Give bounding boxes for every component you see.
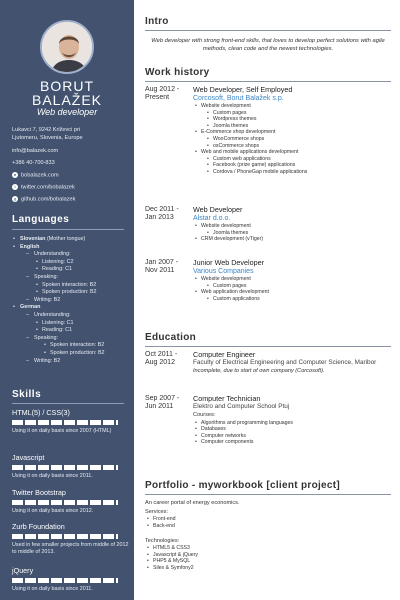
services-label: Services: — [145, 509, 169, 515]
language-item-text: Slovenian — [20, 236, 46, 242]
courses-list — [193, 420, 391, 446]
work-history-heading: Work history — [145, 67, 210, 78]
skill-item — [12, 408, 130, 435]
education-school: Elektro and Computer School Ptuj — [193, 403, 290, 410]
language-item-text: Reading: C1 — [42, 266, 72, 273]
sidebar — [0, 0, 134, 600]
intro-text: Web developer with strong front-end skills, that loves to develop perfect solutions with agile methods, clean code and the newest technologies. — [151, 38, 385, 52]
work-date: Aug 2012 - Present — [145, 86, 180, 101]
language-item — [12, 342, 132, 350]
skill-name: HTML(5) / CSS(3) — [12, 408, 70, 417]
address-line-1: Lukavci 7, 9242 Križevci pri — [12, 127, 81, 133]
services-list — [145, 516, 391, 529]
education-heading: Education — [145, 332, 197, 343]
main-content — [134, 0, 400, 600]
work-company-link[interactable]: Corcosoft, Borut Balažek s.p. — [193, 95, 284, 102]
technologies-label: Technologies: — [145, 538, 180, 545]
education-note: Incomplete, due to start of own company (Corcosoft). — [193, 367, 325, 374]
work-duty-item: • Custom pages — [193, 283, 391, 290]
language-item-text: Spoken production: B2 — [50, 349, 105, 356]
skills-divider — [12, 403, 124, 404]
language-item — [12, 335, 132, 343]
technology-item: • Silex & Symfony2 — [145, 565, 391, 572]
last-name: BALAŽEK — [31, 92, 103, 108]
work-duty-item: • Website development — [193, 276, 391, 283]
skill-item — [12, 453, 130, 480]
globe-icon: ● — [13, 172, 17, 177]
work-duty-item: • Website development — [193, 223, 391, 230]
education-date: Sep 2007 - Jun 2011 — [145, 395, 180, 410]
course-item: • Computer components — [193, 439, 391, 446]
skill-note: Using it on daily basis since 2011. — [12, 586, 93, 592]
education-details — [193, 395, 391, 446]
language-item-text: English — [20, 243, 40, 250]
github-icon: g — [13, 196, 17, 201]
skill-item — [12, 488, 130, 515]
language-item — [12, 358, 132, 366]
technologies-list — [145, 545, 391, 571]
work-duty-item: • WooCommerce shops — [193, 136, 391, 143]
twitter-icon: t — [12, 184, 18, 190]
profile-photo — [40, 20, 94, 74]
skills-heading: Skills — [12, 389, 42, 400]
work-details — [193, 206, 391, 243]
language-item — [12, 350, 132, 358]
website-text: bobalazek.com — [21, 172, 59, 179]
language-item — [12, 320, 132, 328]
language-item-text: Spoken production: B2 — [42, 289, 97, 296]
work-duty-item: • Website development — [193, 103, 391, 110]
skill-name: Twitter Bootstrap — [12, 488, 66, 497]
language-item-text: Speaking: — [34, 273, 58, 280]
service-item: • Front-end — [145, 516, 391, 523]
skill-level-bar — [12, 500, 118, 505]
education-school: Faculty of Electrical Engineering and Computer Science, Maribor — [193, 359, 377, 366]
language-item-text: Understanding: — [34, 311, 71, 318]
language-item — [12, 289, 132, 297]
technology-item: • PHP5 & MySQL — [145, 558, 391, 565]
education-details — [193, 351, 391, 375]
portfolio-description: An career portal of energy economics. — [145, 500, 240, 506]
work-title: Web Developer, Self Employed — [193, 85, 293, 94]
skill-name: Zurb Foundation — [12, 522, 65, 531]
skill-name: Javascript — [12, 453, 45, 462]
work-duty-item: • Custom applications — [193, 296, 391, 303]
skill-name: jQuery — [12, 566, 34, 575]
education-divider — [145, 346, 391, 347]
skill-note: Using it on daily basis since 2007 (HTML) — [12, 428, 112, 434]
skill-item — [12, 566, 130, 593]
work-duty-item: • E-Commerce shop development — [193, 129, 391, 136]
skill-level-bar — [12, 465, 118, 470]
language-item-text: Listening: C2 — [42, 258, 74, 265]
language-item — [12, 251, 132, 259]
address — [12, 126, 130, 142]
work-title: Junior Web Developer — [193, 258, 264, 267]
language-item — [12, 327, 132, 335]
twitter-text: twitter.com/bobalazek — [21, 184, 75, 191]
work-duty-item: • Wordpress themes — [193, 116, 391, 123]
phone-number: +386 40-700-833 — [12, 160, 55, 166]
education-title: Computer Engineer — [193, 350, 256, 359]
portfolio-details — [145, 499, 391, 572]
work-duty-item: • Cordova / PhoneGap mobile applications — [193, 169, 391, 176]
work-date: Jan 2007 - Nov 2011 — [145, 259, 179, 274]
intro-divider — [145, 30, 391, 31]
course-item: • Databases — [193, 426, 391, 433]
twitter-link[interactable] — [12, 184, 75, 190]
job-title: Web developer — [36, 107, 98, 117]
technology-item: • Javascript & jQuery — [145, 552, 391, 559]
language-item — [12, 297, 132, 305]
work-duty-item: • Web and mobile applications development — [193, 149, 391, 156]
avatar-portrait — [42, 22, 94, 74]
work-duties-list — [193, 103, 391, 176]
language-item — [12, 312, 132, 320]
website-link[interactable] — [12, 172, 59, 178]
course-item: • Computer networks — [193, 433, 391, 440]
first-name: BORUT — [40, 78, 94, 94]
github-link[interactable] — [12, 196, 75, 202]
skill-level-bar — [12, 420, 118, 425]
work-duty-item: • Joomla themes — [193, 230, 391, 237]
work-duties-list — [193, 223, 391, 243]
language-item-text: Writing: B2 — [34, 296, 61, 303]
course-item: • Algorithms and programming languages — [193, 420, 391, 427]
language-item-extra: (Mother tongue) — [45, 236, 86, 242]
education-date: Oct 2011 - Aug 2012 — [145, 351, 178, 366]
language-item — [12, 266, 132, 274]
technology-item: • HTML5 & CSS3 — [145, 545, 391, 552]
work-duty-item: • Joomla themes — [193, 123, 391, 130]
language-item-text: Spoken interaction: B2 — [50, 342, 105, 349]
work-duty-item: • Web application development — [193, 289, 391, 296]
skill-note: Using it on daily basis since 2012. — [12, 508, 94, 514]
work-title: Web Developer — [193, 205, 243, 214]
language-item — [12, 304, 132, 312]
skill-level-bar — [12, 534, 118, 539]
language-item-text: Listening: C1 — [42, 319, 74, 326]
work-date: Dec 2011 - Jan 2013 — [145, 206, 179, 221]
skill-note: Used in few smaller projects from middle of 2012 to middle of 2013. — [12, 542, 129, 555]
work-duty-item: • Custom pages — [193, 110, 391, 117]
work-company-link[interactable]: Alstar d.o.o. — [193, 215, 231, 222]
work-history-divider — [145, 81, 391, 82]
work-duty-item: • CRM development (vTiger) — [193, 236, 391, 243]
language-item-text: Understanding: — [34, 251, 71, 258]
work-duty-item: • osCommerce shops — [193, 143, 391, 150]
skill-level-bar — [12, 578, 118, 583]
languages-list — [12, 236, 132, 365]
language-item-text: Speaking: — [34, 334, 58, 341]
work-details — [193, 86, 391, 176]
courses-label: Courses: — [193, 411, 216, 418]
language-item-text: Writing: B2 — [34, 357, 61, 364]
language-item — [12, 282, 132, 290]
work-duty-item: • Facebook (prize game) applications — [193, 162, 391, 169]
work-duty-item: • Custom web applications — [193, 156, 391, 163]
intro-heading: Intro — [145, 16, 169, 27]
github-text: github.com/bobalazek — [21, 196, 76, 203]
language-item — [12, 236, 132, 244]
work-company-link[interactable]: Various Companies — [193, 268, 254, 275]
languages-divider — [12, 229, 124, 230]
skill-item — [12, 522, 130, 556]
service-item: • Back-end — [145, 523, 391, 530]
skill-note: Using it on daily basis since 2011. — [12, 473, 93, 479]
portfolio-heading: Portfolio - myworkbook [client project] — [145, 480, 341, 491]
email-link[interactable]: info@balazek.com — [12, 148, 59, 154]
portfolio-divider — [145, 494, 391, 495]
language-item-text: German — [20, 304, 41, 311]
language-item-text: Spoken interaction: B2 — [42, 281, 97, 288]
languages-heading: Languages — [12, 214, 70, 225]
language-item — [12, 259, 132, 267]
work-duties-list — [193, 276, 391, 302]
language-item — [12, 244, 132, 252]
language-item — [12, 274, 132, 282]
work-details — [193, 259, 391, 302]
education-title: Computer Technician — [193, 394, 261, 403]
address-line-2: Ljutomeru, Slovenia, Europe — [12, 135, 83, 141]
language-item-text: Reading: C1 — [42, 327, 72, 334]
